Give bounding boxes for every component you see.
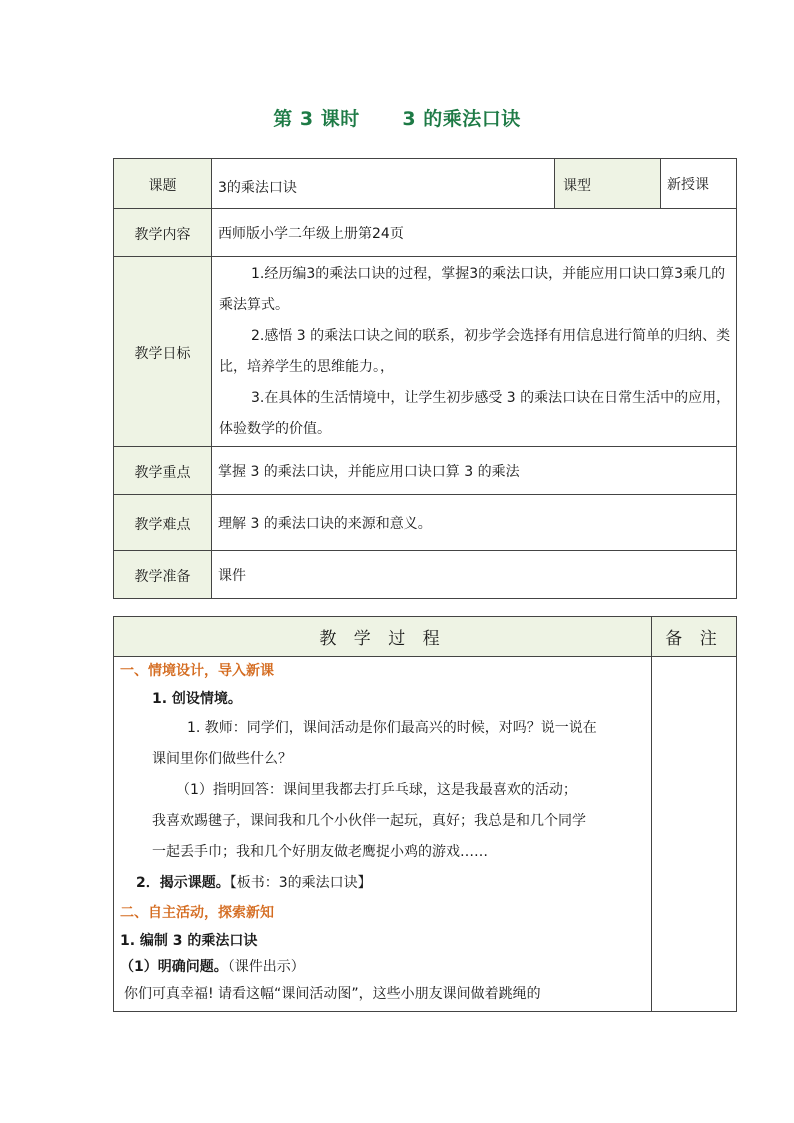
courseware-note: （课件出示） <box>227 959 305 975</box>
step-heading: 1. 编制 3 的乘法口诀 <box>120 933 258 949</box>
content-label: 教学内容 <box>114 209 212 257</box>
prep-row <box>114 551 737 599</box>
paragraph-line: 课间里你们做些什么？ <box>152 751 292 767</box>
process-body-row <box>114 657 737 1012</box>
step-heading: 1. 创设情境。 <box>152 691 242 707</box>
section-heading: 一、情境设计，导入新课 <box>120 663 274 679</box>
lesson-title: 3 的乘法口诀 <box>402 108 521 130</box>
step-line <box>114 954 651 980</box>
difficulty-label: 教学难点 <box>114 495 212 551</box>
lesson-number: 第 3 课时 <box>273 108 360 130</box>
page-title <box>0 104 794 131</box>
paragraph-line: 一起丢手巾；我和几个好朋友做老鹰捉小鸡的游戏…… <box>152 844 488 860</box>
prep-label: 教学准备 <box>114 551 212 599</box>
paragraph-line: （1）指明回答：课间里我都去打乒乓球，这是我最喜欢的活动； <box>176 782 577 798</box>
paragraph-line: 1. 教师：同学们，课间活动是你们最高兴的时候，对吗？说一说在 <box>187 720 597 736</box>
process-header-row <box>114 617 737 657</box>
goals-cell <box>212 257 737 447</box>
goal-1: 1.经历编3的乘法口诀的过程，掌握3的乘法口诀，并能应用口诀口算3乘几的乘法算式。 <box>219 265 726 313</box>
key-value: 掌握 3 的乘法口诀，并能应用口诀口算 3 的乘法 <box>212 447 737 495</box>
paragraph-line: 你们可真幸福! 请看这幅“课间活动图”，这些小朋友课间做着跳绳的 <box>124 986 541 1002</box>
topic-label: 课题 <box>114 159 212 209</box>
section-heading: 二、自主活动，探索新知 <box>120 905 274 921</box>
key-label: 教学重点 <box>114 447 212 495</box>
board-note: 【板书：3的乘法口诀】 <box>229 875 372 891</box>
key-row <box>114 447 737 495</box>
difficulty-row <box>114 495 737 551</box>
goal-3: 3.在具体的生活情境中，让学生初步感受 3 的乘法口诀在日常生活中的应用，体验数学的价值。 <box>219 389 731 437</box>
lesson-info-table <box>113 158 737 599</box>
goals-label: 教学日标 <box>114 257 212 447</box>
topic-row <box>114 159 737 209</box>
teaching-process-table <box>113 616 737 1012</box>
step-heading: （1）明确问题。 <box>120 959 228 975</box>
difficulty-value: 理解 3 的乘法口诀的来源和意义。 <box>212 495 737 551</box>
prep-value: 课件 <box>212 551 737 599</box>
type-value: 新授课 <box>661 159 737 209</box>
process-heading: 教 学 过 程 <box>114 617 652 657</box>
step-heading: 2．揭示课题。 <box>136 875 230 891</box>
content-value: 西师版小学二年级上册第24页 <box>212 209 737 257</box>
step-line <box>114 868 651 899</box>
process-content <box>114 657 652 1012</box>
paragraph-line: 我喜欢踢毽子，课间我和几个小伙伴一起玩，真好；我总是和几个同学 <box>152 813 586 829</box>
topic-value: 3的乘法口诀 <box>212 159 555 209</box>
content-row <box>114 209 737 257</box>
notes-heading: 备 注 <box>652 617 737 657</box>
goal-2: 2.感悟 3 的乘法口诀之间的联系，初步学会选择有用信息进行简单的归纳、类比，培养学生的思维能力。， <box>219 327 731 375</box>
notes-cell <box>652 657 737 1012</box>
type-label: 课型 <box>555 159 661 209</box>
goals-row <box>114 257 737 447</box>
